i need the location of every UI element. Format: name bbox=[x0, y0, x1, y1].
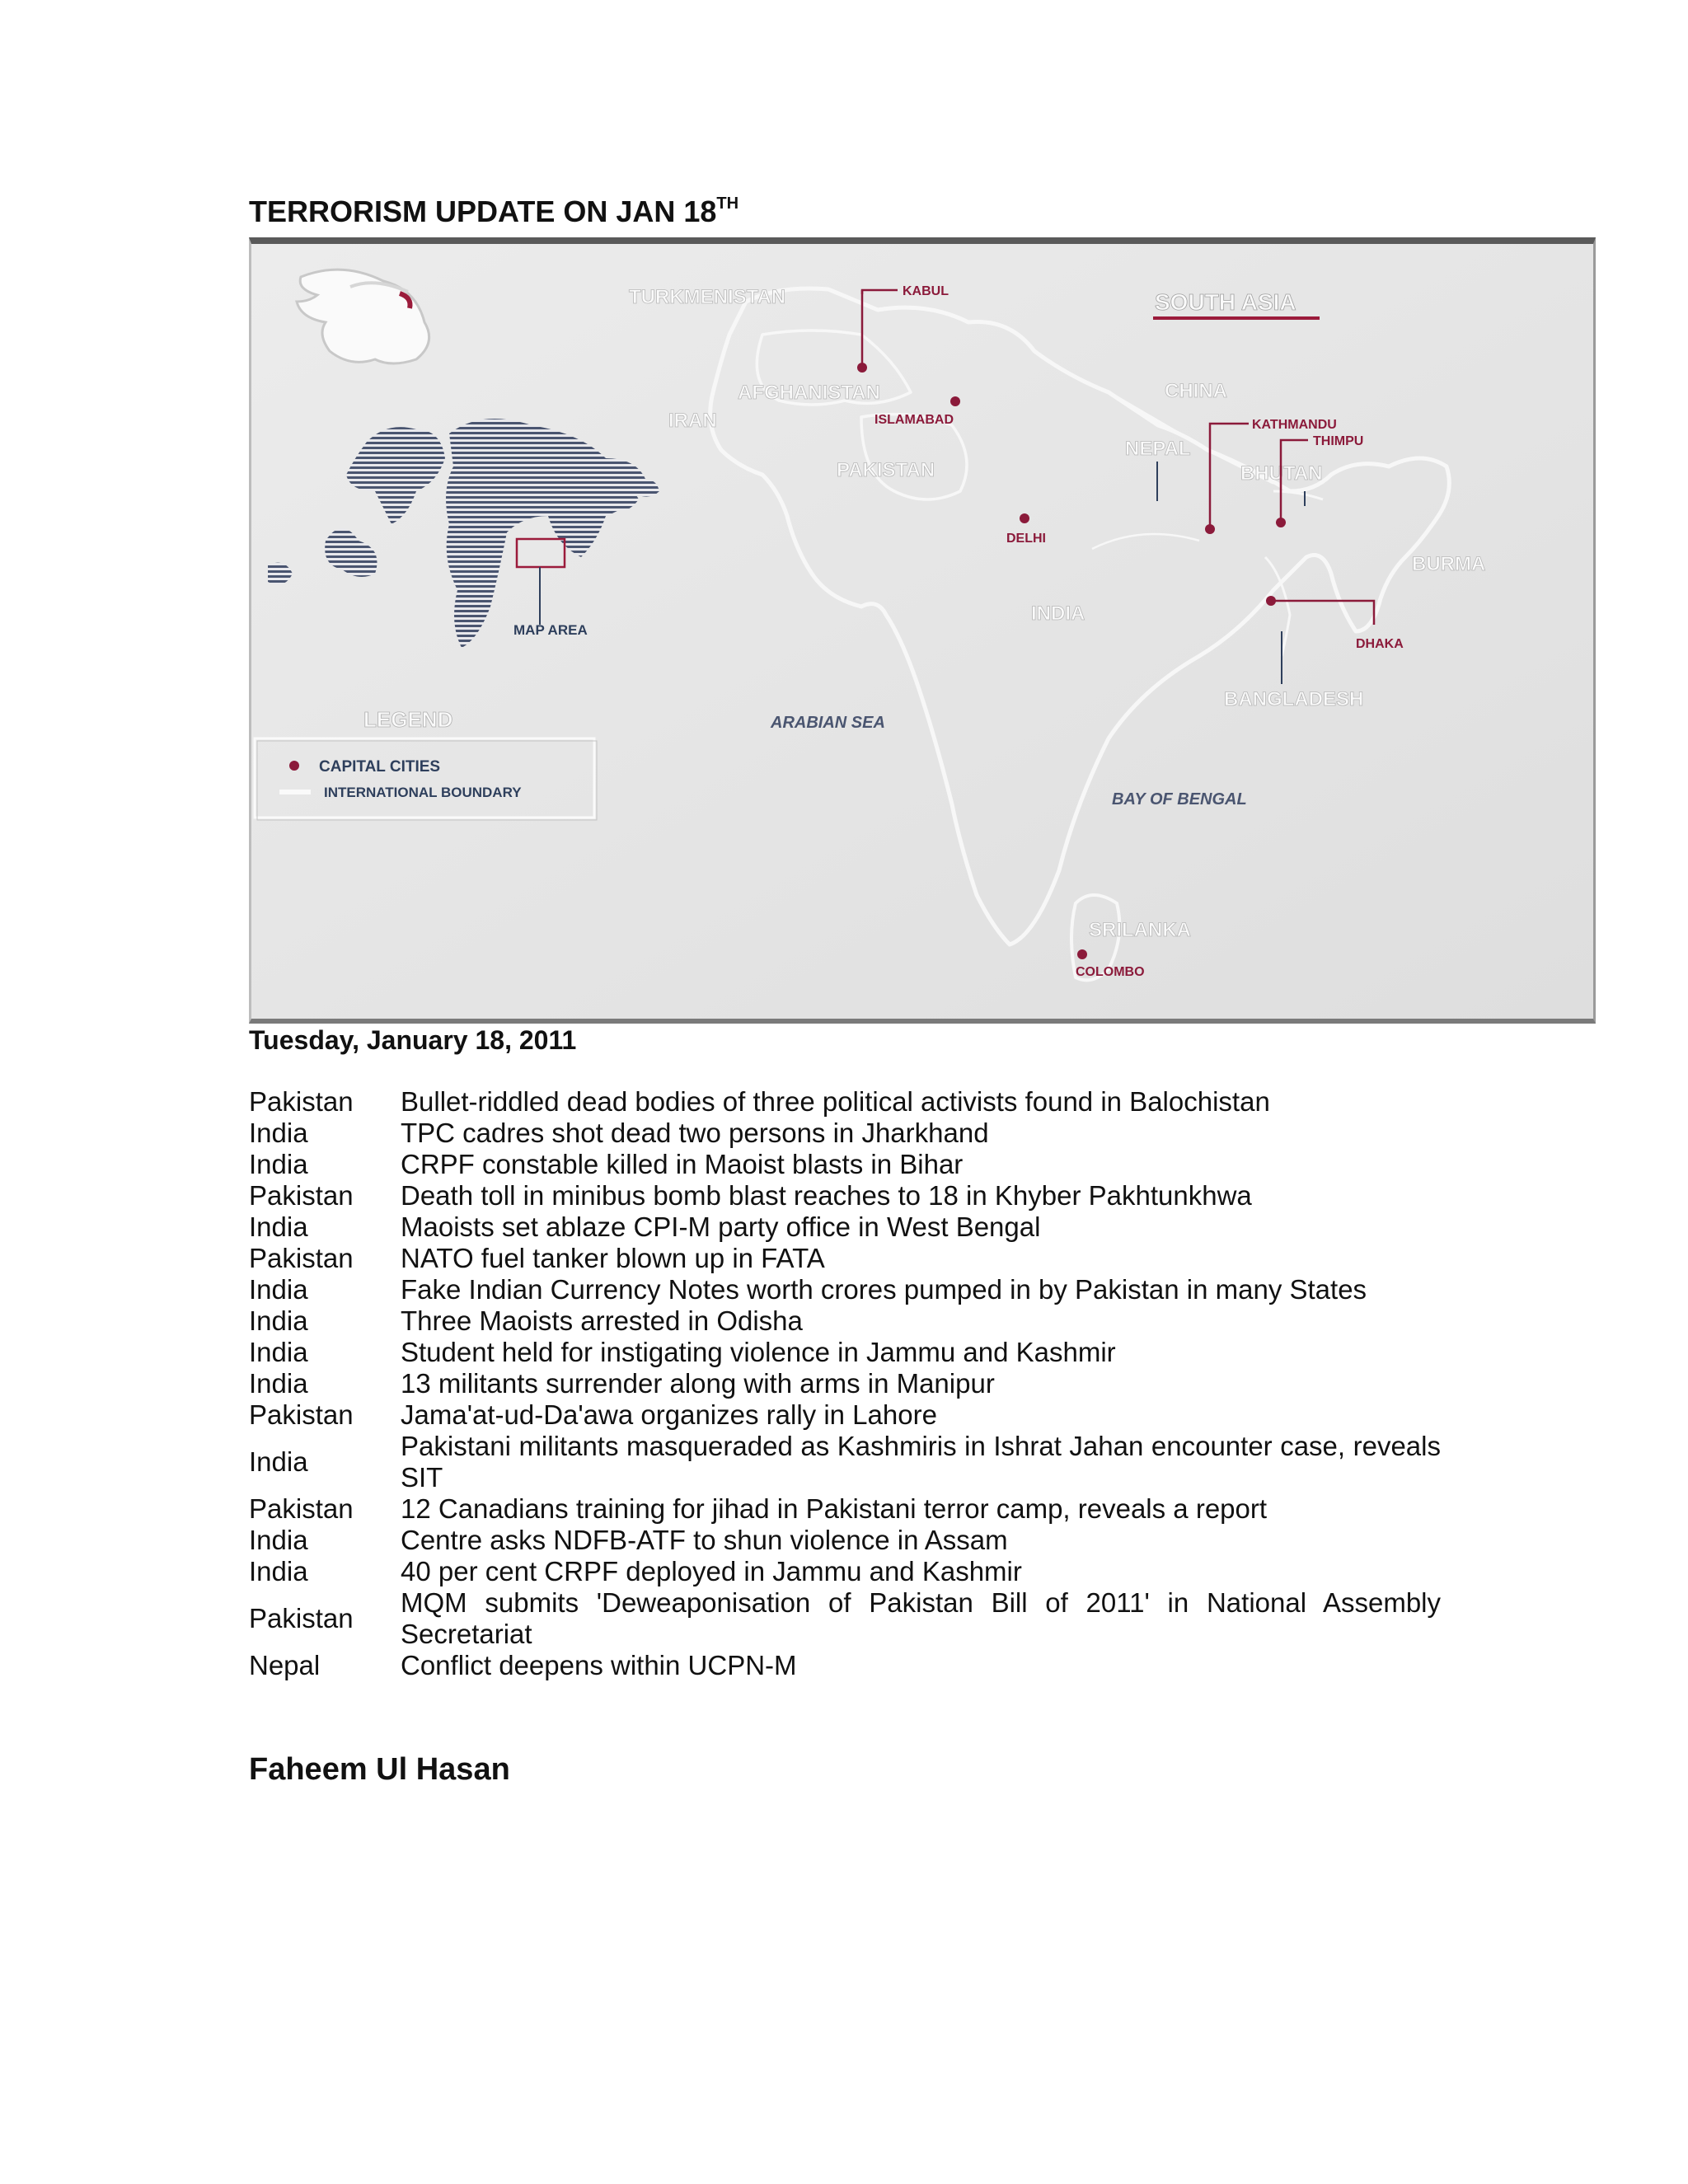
news-country: India bbox=[249, 1118, 308, 1148]
map-area-label: MAP AREA bbox=[513, 622, 588, 638]
news-headline: Student held for instigating violence in Jammu and Kashmir bbox=[401, 1337, 1116, 1367]
news-country: India bbox=[249, 1337, 308, 1367]
news-country: Pakistan bbox=[249, 1603, 354, 1633]
news-headline: 40 per cent CRPF deployed in Jammu and Kashmir bbox=[401, 1556, 1022, 1586]
label-nepal: NEPAL bbox=[1125, 438, 1191, 460]
news-headline: Conflict deepens within UCPN-M bbox=[401, 1650, 797, 1680]
news-headline: NATO fuel tanker blown up in FATA bbox=[401, 1243, 825, 1273]
dot-delhi bbox=[1020, 513, 1029, 523]
news-row bbox=[249, 1086, 1441, 1118]
title-text: TERRORISM UPDATE ON JAN 18 bbox=[249, 194, 717, 228]
south-asia-map bbox=[249, 237, 1596, 1024]
map-heading: SOUTH ASIA bbox=[1155, 289, 1296, 315]
author-name: Faheem Ul Hasan bbox=[249, 1752, 510, 1787]
news-headline: Jama'at-ud-Da'awa organizes rally in Lahore bbox=[401, 1399, 937, 1430]
news-country: Pakistan bbox=[249, 1243, 354, 1273]
news-country: India bbox=[249, 1556, 308, 1586]
legend-boundary-label: INTERNATIONAL BOUNDARY bbox=[324, 785, 522, 800]
news-row bbox=[249, 1650, 1441, 1681]
news-row bbox=[249, 1525, 1441, 1556]
news-row bbox=[249, 1493, 1441, 1525]
dot-dhaka bbox=[1266, 596, 1276, 606]
news-row bbox=[249, 1243, 1441, 1274]
news-row bbox=[249, 1274, 1441, 1305]
news-row bbox=[249, 1431, 1441, 1493]
news-headline: Centre asks NDFB-ATF to shun violence in Assam bbox=[401, 1525, 1008, 1555]
news-row bbox=[249, 1149, 1441, 1180]
news-headline: 12 Canadians training for jihad in Pakistani terror camp, reveals a report bbox=[401, 1493, 1268, 1524]
news-row bbox=[249, 1337, 1441, 1368]
dot-kathmandu bbox=[1205, 524, 1215, 534]
legend-capital-label: CAPITAL CITIES bbox=[319, 758, 441, 776]
news-country: India bbox=[249, 1368, 308, 1399]
news-headline: Pakistani militants masqueraded as Kashmiris in Ishrat Jahan encounter case, reveals SIT bbox=[401, 1431, 1441, 1493]
dot-thimpu bbox=[1276, 518, 1286, 527]
label-bhutan: BHUTAN bbox=[1240, 462, 1323, 485]
label-arabian-sea: ARABIAN SEA bbox=[771, 714, 885, 732]
news-headline: Bullet-riddled dead bodies of three political activists found in Balochistan bbox=[401, 1086, 1270, 1117]
news-country: India bbox=[249, 1149, 308, 1179]
label-thimpu: THIMPU bbox=[1313, 434, 1364, 448]
news-row bbox=[249, 1368, 1441, 1399]
news-headline: MQM submits 'Deweaponisation of Pakistan Bill of 2011' in National Assembly Secretariat bbox=[401, 1587, 1441, 1649]
news-country: India bbox=[249, 1274, 308, 1305]
news-headline: 13 militants surrender along with arms in Manipur bbox=[401, 1368, 995, 1399]
news-row bbox=[249, 1305, 1441, 1337]
label-bay-of-bengal: BAY OF BENGAL bbox=[1112, 790, 1247, 808]
news-country: Pakistan bbox=[249, 1086, 354, 1117]
news-row bbox=[249, 1212, 1441, 1243]
news-row bbox=[249, 1399, 1441, 1431]
news-country: India bbox=[249, 1525, 308, 1555]
label-iran: IRAN bbox=[668, 410, 717, 432]
label-islamabad: ISLAMABAD bbox=[874, 413, 954, 427]
news-row bbox=[249, 1118, 1441, 1149]
map-background bbox=[251, 244, 1593, 1019]
label-pakistan: PAKISTAN bbox=[837, 459, 935, 481]
label-delhi: DELHI bbox=[1006, 532, 1046, 546]
news-headline: CRPF constable killed in Maoist blasts in Bihar bbox=[401, 1149, 964, 1179]
news-country: India bbox=[249, 1305, 308, 1336]
dot-colombo bbox=[1077, 949, 1087, 959]
label-burma: BURMA bbox=[1412, 553, 1486, 575]
label-turkmenistan: TURKMENISTAN bbox=[629, 286, 786, 308]
label-colombo: COLOMBO bbox=[1076, 965, 1145, 979]
news-row bbox=[249, 1556, 1441, 1587]
news-country: Nepal bbox=[249, 1650, 321, 1680]
news-country: Pakistan bbox=[249, 1399, 354, 1430]
news-row bbox=[249, 1587, 1441, 1650]
news-headline: Three Maoists arrested in Odisha bbox=[401, 1305, 803, 1336]
date-line: Tuesday, January 18, 2011 bbox=[249, 1025, 577, 1055]
legend-capital-dot bbox=[289, 761, 299, 771]
label-dhaka: DHAKA bbox=[1356, 637, 1404, 651]
label-afghanistan: AFGHANISTAN bbox=[738, 382, 880, 404]
label-india: INDIA bbox=[1031, 602, 1085, 625]
label-srilanka: SRILANKA bbox=[1089, 919, 1191, 941]
news-headline: Death toll in minibus bomb blast reaches to 18 in Khyber Pakhtunkhwa bbox=[401, 1180, 1252, 1211]
dot-kabul bbox=[857, 363, 867, 373]
page-title bbox=[249, 194, 738, 229]
news-table bbox=[249, 1086, 1441, 1681]
dot-islamabad bbox=[950, 396, 960, 406]
legend-title: LEGEND bbox=[363, 707, 453, 732]
news-headline: Fake Indian Currency Notes worth crores pumped in by Pakistan in many States bbox=[401, 1274, 1367, 1305]
label-kabul: KABUL bbox=[903, 284, 949, 298]
news-country: India bbox=[249, 1446, 308, 1477]
news-headline: TPC cadres shot dead two persons in Jharkhand bbox=[401, 1118, 989, 1148]
news-row bbox=[249, 1180, 1441, 1212]
label-bangladesh: BANGLADESH bbox=[1224, 688, 1364, 710]
news-country: Pakistan bbox=[249, 1180, 354, 1211]
news-headline: Maoists set ablaze CPI-M party office in West Bengal bbox=[401, 1212, 1041, 1242]
label-china: CHINA bbox=[1165, 380, 1227, 402]
title-superscript: TH bbox=[716, 194, 739, 213]
map-canvas bbox=[251, 244, 1593, 1019]
label-kathmandu: KATHMANDU bbox=[1252, 418, 1337, 432]
news-country: Pakistan bbox=[249, 1493, 354, 1524]
news-country: India bbox=[249, 1212, 308, 1242]
